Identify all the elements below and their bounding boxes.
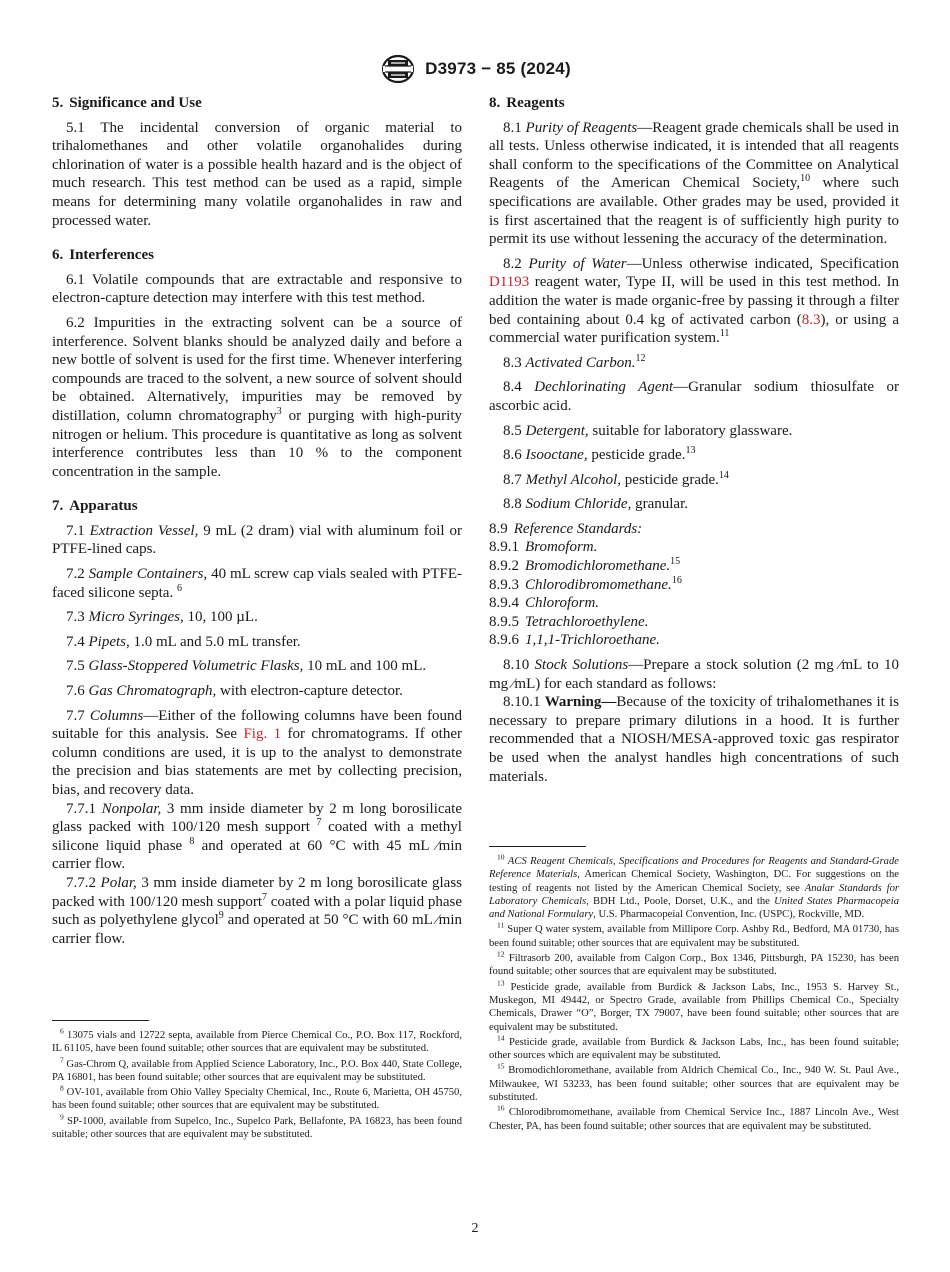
right-footnotes	[489, 846, 899, 1135]
paragraph-7-5: 7.5 Glass-Stoppered Volumetric Flasks, 10 mL and 100 mL.	[66, 658, 427, 675]
item-8-9-4: 8.9.4 Chloroform.	[489, 595, 600, 612]
paragraph-8-1: 8.1 Purity of Reagents—Reagent grade chemicals shall be used in all tests. Unless otherwise indicated, it is intended that all reagents shall conform to the specifications of the Committee on Analytical Reagents of the American Chemical Society,$^{10}$ where such specifications are available. Other grades may be used, provided it is first ascertained that the reagent is of sufficiently high purity to permit its use without lessening the accuracy of the determination.	[489, 119, 899, 248]
paragraph-7-3: 7.3 Micro Syringes, 10, 100 µL.	[66, 609, 258, 626]
paragraph-8-2: 8.2 Purity of Water—Unless otherwise indicated, Specification D1193 reagent water, Type II, will be used in this test method. In addition the water is made organic-free by passing it through a filter bed containing about 0.4 kg of activated carbon (8.3), or using a commercial water purification system.$^{11}$	[489, 255, 899, 347]
item-8-9-5: 8.9.5 Tetrachloroethylene.	[489, 613, 649, 630]
paragraph-7-7: 7.7 Columns—Either of the following columns have been found suitable for this analysis. See Fig. 1 for chromatograms. If other column conditions are used, it is up to the analyst to demonstrate the precision and bias statements are met by collecting precision, bias, and recovery data.	[52, 707, 463, 798]
paragraph-7-1: 7.1 Extraction Vessel, 9 mL (2 dram) vial with aluminum foil or PTFE-lined caps.	[52, 522, 462, 558]
page-header	[0, 54, 950, 84]
item-8-9: 8.9 Reference Standards:	[489, 520, 643, 537]
item-8-9-1: 8.9.1 Bromoform.	[489, 539, 598, 556]
paragraph-7-4: 7.4 Pipets, 1.0 mL and 5.0 mL transfer.	[66, 633, 301, 650]
item-8-9-6: 8.9.6 1,1,1-Trichloroethane.	[489, 632, 660, 649]
astm-logo-icon	[379, 54, 417, 84]
left-column	[52, 94, 462, 948]
footnote-divider	[489, 846, 586, 847]
paragraph-8-10: 8.10 Stock Solutions—Prepare a stock solution (2 mg ⁄mL to 10 mg ⁄mL) for each standard as follows:	[489, 657, 900, 692]
page-number: 2	[471, 1221, 479, 1236]
paragraph-8-3: 8.3 Activated Carbon.$^{12}$	[503, 352, 646, 371]
footnote-8: $^8$ OV-101, available from Ohio Valley Specialty Chemical, Inc., Route 6, Marietta, OH 45750, has been found suitable; other sources that are equivalent may be substituted.	[52, 1083, 462, 1112]
paragraph-6-2: 6.2 Impurities in the extracting solvent can be a source of interference. Solvent blanks should be analyzed daily and before a new bottle of solvent is used for the first time. Whenever interfering compounds are traced to the solvent, a new source of solvent should be obtained. Alternatively, impurities may be removed by distillation, column chromatography$^3$ or purging with high-purity nitrogen or helium. This procedure is quantitative as long as solvent interference contributes less than 10 % to the component concentration in the sample.	[52, 314, 462, 480]
paragraph-5-1: 5.1 The incidental conversion of organic material to trihalomethanes and other volatile organohalides during chlorination of water is a possible health hazard and is the object of much research. This test method can be used as a rapid, simple means for determining many volatile organohalides in raw and processed water.	[52, 119, 462, 229]
section-8-3-link[interactable]: 8.3	[801, 311, 821, 328]
paragraph-8-6: 8.6 Isooctane, pesticide grade.$^{13}$	[503, 445, 696, 464]
paragraph-8-7: 8.7 Methyl Alcohol, pesticide grade.$^{14}$	[503, 469, 729, 488]
document-id: D3973 − 85 (2024)	[425, 59, 571, 78]
d1193-link[interactable]: D1193	[489, 274, 530, 291]
footnote-16: $^{16}$ Chlorodibromomethane, available from Chemical Service Inc., 1887 Lincoln Ave., West Chester, PA, has been found suitable; other sources that are equivalent may be substituted.	[489, 1103, 899, 1132]
footnote-12: $^{12}$ Filtrasorb 200, available from Calgon Corp., Box 1346, Pittsburgh, PA 15230, has been found suitable; other sources that are equivalent may be substituted.	[489, 949, 899, 978]
paragraph-8-10-1: 8.10.1 Warning—Because of the toxicity of trihalomethanes it is necessary to prepare primary dilutions in a hood. It is further recommended that a NIOSH/MESA-approved toxic gas respirator be used when the analyst handles high concentrations of such materials.	[489, 694, 900, 785]
paragraph-7-6: 7.6 Gas Chromatograph, with electron-capture detector.	[66, 683, 403, 700]
footnote-13: $^{13}$ Pesticide grade, available from Burdick & Jackson Labs, Inc., 1953 S. Harvey St., Muskegon, MI 49442, or Spectro Grade, available from Phillips Chemical Co., Specialty Chemicals, Drawer “O”, Borger, TX 79007, have been found suitable; other sources that are equivalent may be substituted.	[489, 978, 899, 1033]
footnote-14: $^{14}$ Pesticide grade, available from Burdick & Jackson Labs, Inc., has been found suitable; other sources which are equivalent may be substituted.	[489, 1033, 899, 1062]
paragraph-8-5: 8.5 Detergent, suitable for laboratory glassware.	[503, 422, 793, 439]
footnote-divider	[52, 1020, 149, 1021]
footnote-7: $^7$ Gas-Chrom Q, available from Applied Science Laboratory, Inc., P.O. Box 440, State College, PA 16801, has been found suitable; other sources that are equivalent may be substituted.	[52, 1055, 462, 1083]
footnote-6: $^6$ 13075 vials and 12722 septa, available from Pierce Chemical Co., P.O. Box 117, Rockford, IL 61105, have been found suitable; other sources that are equivalent may be substituted.	[52, 1026, 462, 1055]
paragraph-8-8: 8.8 Sodium Chloride, granular.	[503, 496, 688, 513]
fig-1-link[interactable]: Fig. 1	[243, 726, 282, 743]
item-8-9-2: 8.9.2 Bromodichloromethane.$^{15}$	[489, 556, 681, 575]
section-5-heading: 5. Significance and Use	[52, 95, 202, 111]
section-8-heading: 8. Reagents	[489, 95, 565, 111]
section-6-heading: 6. Interferences	[52, 247, 154, 264]
footnote-10: $^{10}$ ACS Reagent Chemicals, Specifications and Procedures for Reagents and Standard-Grade Reference Materials, American Chemical Society, Washington, DC. For suggestions on the testing of reagents not listed by the American Chemical Society, see Analar Standards for Laboratory Chemicals, BDH Ltd., Poole, Dorset, U.K., and the United States Pharmacopeia and National Formulary, U.S. Pharmacopeial Convention, Inc. (USPC), Rockville, MD.	[489, 852, 900, 921]
right-column	[489, 94, 899, 786]
paragraph-6-1: 6.1 Volatile compounds that are extractable and responsive to electron-capture detection may interfere with this test method.	[52, 271, 462, 307]
item-8-9-3: 8.9.3 Chlorodibromomethane.$^{16}$	[489, 574, 682, 593]
footnote-11: $^{11}$ Super Q water system, available from Millipore Corp. Ashby Rd., Bedford, MA 01730, has been found suitable; other sources that are equivalent may be substituted.	[489, 920, 899, 949]
footnote-9: $^9$ SP-1000, available from Supelco, Inc., Supelco Park, Bellafonte, PA 16823, has been found suitable; other sources that are equivalent may be substituted.	[52, 1112, 462, 1141]
paragraph-7-7-1: 7.7.1 Nonpolar, 3 mm inside diameter by 2 m long borosilicate glass packed with 100/120 mesh support $^7$ coated with a methyl silicone liquid phase $^8$ and operated at 60 °C with 45 mL ⁄min carrier flow.	[52, 800, 463, 873]
paragraph-7-7-2: 7.7.2 Polar, 3 mm inside diameter by 2 m long borosilicate glass packed with 100/120 mesh support$^7$ coated with a polar liquid phase such as polyethylene glycol$^9$ and operated at 50 °C with 60 mL ⁄min carrier flow.	[52, 874, 462, 947]
paragraph-8-4: 8.4 Dechlorinating Agent—Granular sodium thiosulfate or ascorbic acid.	[489, 379, 899, 414]
paragraph-7-2: 7.2 Sample Containers, 40 mL screw cap vials sealed with PTFE-faced silicone septa. $^6$	[52, 566, 462, 601]
section-7-heading: 7. Apparatus	[52, 498, 138, 515]
left-footnotes	[52, 1020, 462, 1143]
footnote-15: $^{15}$ Bromodichloromethane, available from Aldrich Chemical Co., Inc., 940 W. St. Paul Ave., Milwaukee, WI 53233, has been found suitable; other sources that are equivalent may be substituted.	[489, 1061, 899, 1104]
